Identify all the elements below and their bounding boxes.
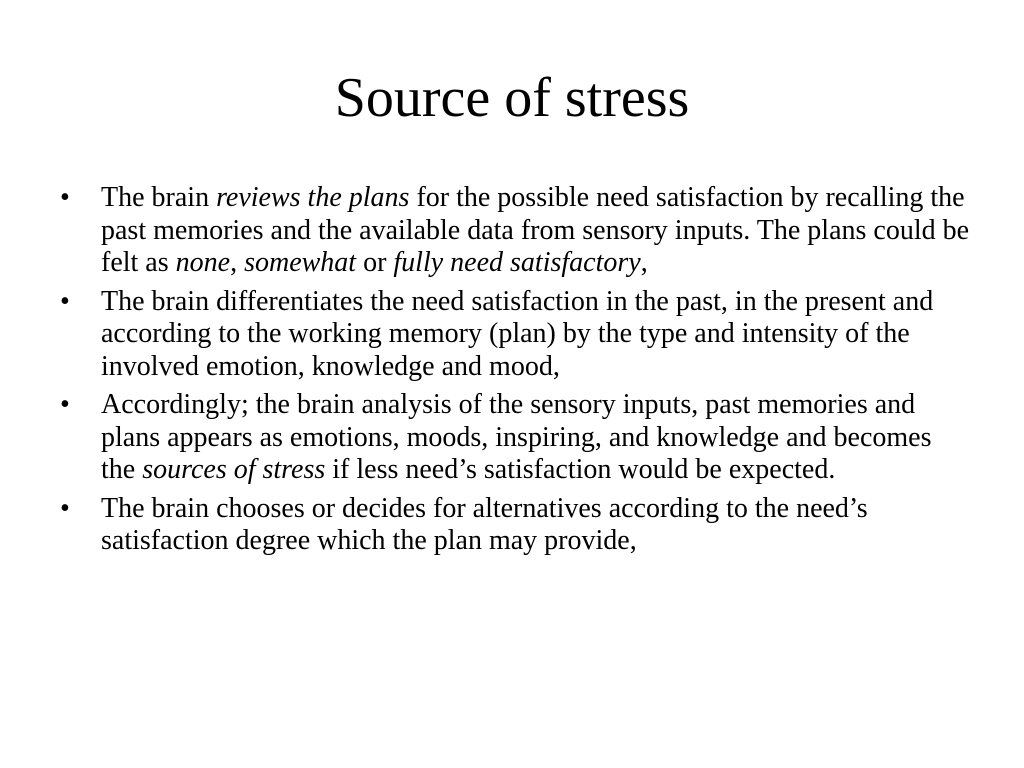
bullet-item <box>60 286 970 384</box>
bullet-item <box>60 389 970 487</box>
bullet-icon: • <box>60 285 70 317</box>
text-segment: Accordingly; the brain analysis of the sensory inputs, past memories and plans appears as emotions, moods, inspiring, and knowledge and becomes the <box>101 389 932 485</box>
bullet-list <box>60 182 970 564</box>
bullet-item <box>60 182 970 280</box>
bullet-text <box>101 389 932 485</box>
bullet-text <box>101 182 969 278</box>
text-segment: The brain differentiates the need satisfaction in the past, in the present and according to the working memory (plan) by the type and intensity of the involved emotion, knowledge and mood, <box>101 285 934 382</box>
bullet-icon: • <box>60 389 70 420</box>
emphasis-text: somewhat <box>244 247 357 278</box>
bullet-icon: • <box>60 492 70 524</box>
emphasis-text: none <box>175 247 231 278</box>
bullet-item <box>60 493 970 558</box>
text-segment: if less need’s satisfaction would be expected. <box>325 454 836 485</box>
text-segment: The brain chooses or decides for alternatives according to the need’s satisfaction degree which the plan may provide, <box>101 492 868 556</box>
emphasis-text: reviews the plans <box>216 182 410 213</box>
text-segment: for the possible need satisfaction by recalling the past memories and the available data from sensory inputs. The plans could be felt as <box>101 182 970 278</box>
text-segment: , <box>230 247 245 278</box>
text-segment: or <box>356 247 394 278</box>
bullet-text <box>101 493 868 557</box>
bullet-text <box>101 286 933 382</box>
text-segment: , <box>640 247 648 278</box>
emphasis-text: sources of stress <box>142 454 326 485</box>
emphasis-text: fully need satisfactory <box>393 247 641 278</box>
text-segment: The brain <box>101 182 217 213</box>
slide-title: Source of stress <box>334 67 690 129</box>
bullet-icon: • <box>60 182 70 213</box>
